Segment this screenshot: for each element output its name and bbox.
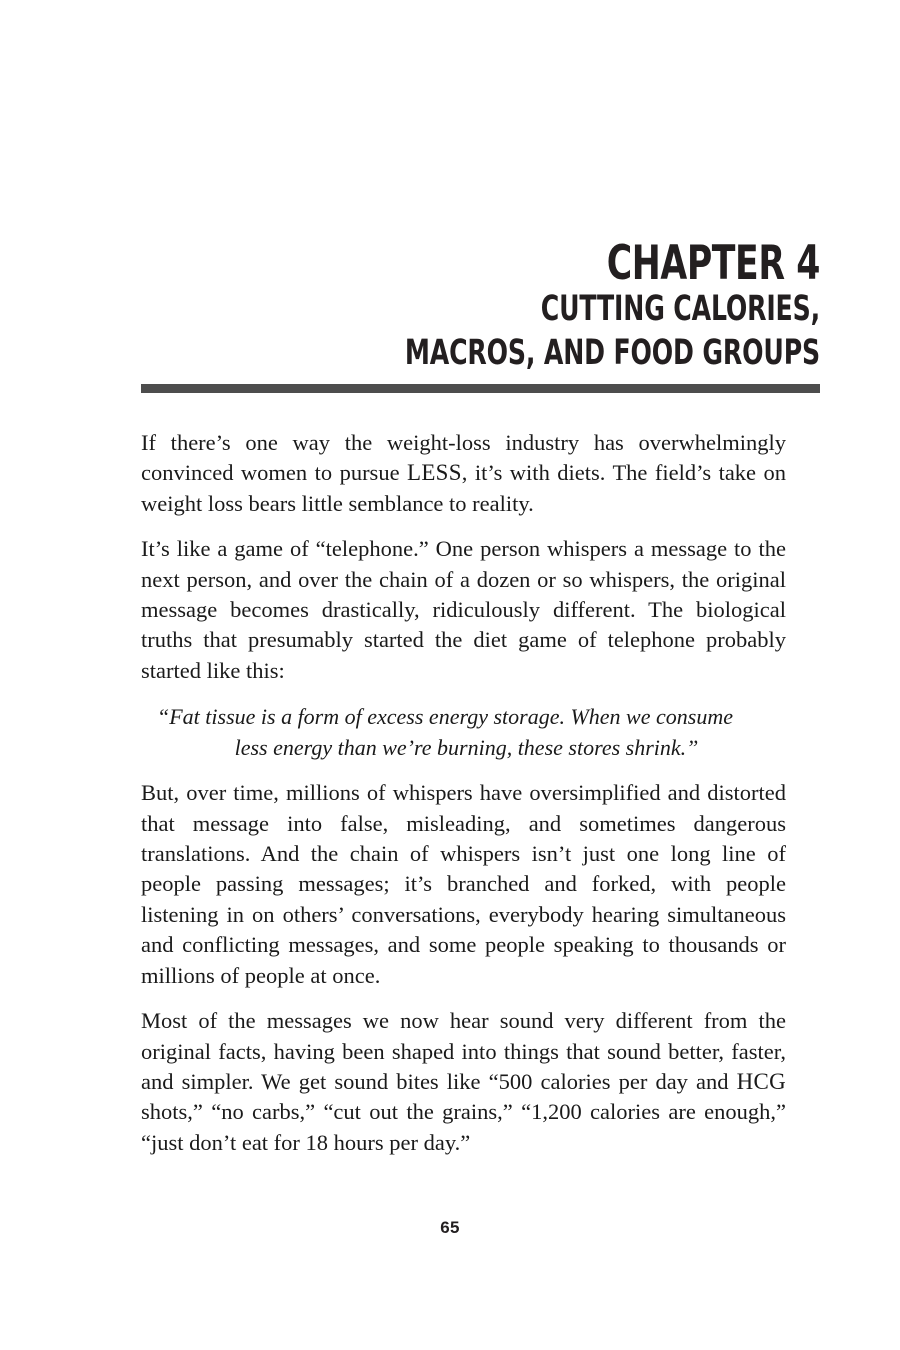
paragraph-3: But, over time, millions of whispers have oversimplified and distorted that message into false, misleading, and sometimes dangerous translations. And the chain of whispers isn’t just one long line of people passing messages; it’s branched and forked, with people listening in on others’ conversations, everybody hearing simultaneous and conflicting messages, and some people speaking to thousands or millions of people at once. bbox=[141, 780, 786, 988]
chapter-divider-rule bbox=[141, 384, 820, 393]
page-number: 65 bbox=[440, 1218, 460, 1237]
pull-quote bbox=[141, 701, 786, 763]
chapter-subtitle-line-2: MACROS, AND FOOD GROUPS bbox=[404, 332, 820, 373]
paragraph-1-text-part-2: , it’s with diets. The field’s take on weight loss bears little semblance to reality. bbox=[141, 460, 787, 516]
pull-quote-line-1: “Fat tissue is a form of excess energy storage. When we consume bbox=[157, 704, 733, 730]
chapter-number: CHAPTER 4 bbox=[606, 236, 820, 291]
paragraph-1-text-part-1: If there’s one way the weight-loss industry has overwhelmingly convinced women to pursue bbox=[141, 430, 786, 486]
paragraph-4 bbox=[141, 1006, 786, 1158]
paragraph-1-smallcaps-less: LESS bbox=[407, 460, 462, 486]
paragraph-2: It’s like a game of “telephone.” One person whispers a message to the next person, and over the chain of a dozen or so whispers, the original message becomes drastically, ridiculously different. The biological truths that presumably started the diet game of telephone probably started like this: bbox=[141, 536, 786, 683]
body-text-column bbox=[141, 428, 786, 1158]
chapter-subtitle-line-1: CUTTING CALORIES, bbox=[540, 288, 820, 329]
paragraph-1 bbox=[141, 428, 786, 519]
paragraph-4-text-part-1: Most of the messages we now hear sound very different from the original facts, having been shaped into things that sound better, faster, and simpler. We get sound bites like “500 calories per day and bbox=[141, 1008, 786, 1094]
paragraph-4-text-part-2: shots,” “no carbs,” “cut out the grains,” “1,200 calories are enough,” “just don’t eat for 18 hours per day.” bbox=[141, 1099, 786, 1155]
pull-quote-line-2: less energy than we’re burning, these stores shrink.” bbox=[234, 735, 699, 761]
paragraph-4-smallcaps-hcg: HCG bbox=[736, 1068, 786, 1094]
chapter-header bbox=[141, 236, 820, 375]
